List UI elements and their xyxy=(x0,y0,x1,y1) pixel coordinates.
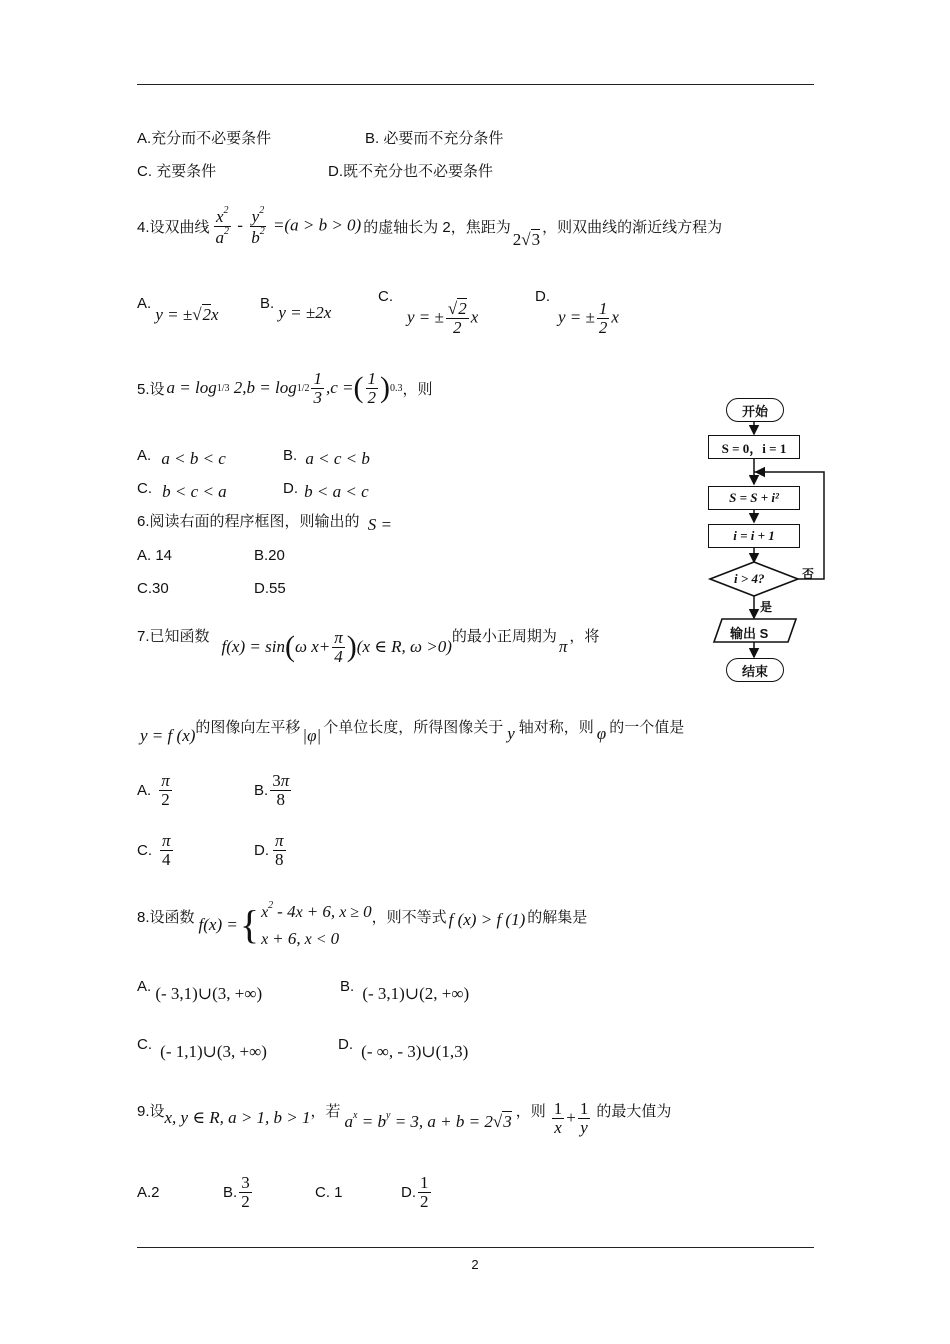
q8-piecewise-formula: f ( x ) = { $x^2 - 4x + 6$, x ≥ 0 x + 6, x < 0 xyxy=(198,900,372,948)
q5-option-b-formula: a < c < b xyxy=(305,449,370,468)
bottom-rule xyxy=(137,1247,814,1248)
q4-prefix: 4.设双曲线 xyxy=(137,218,210,236)
q9-option-b xyxy=(223,1174,254,1211)
q7-option-d xyxy=(254,832,288,869)
q6-option-a: A. 14 xyxy=(137,547,173,564)
q4-option-d-label: D. xyxy=(535,288,550,305)
q4-option-a-formula: y = ±√2x xyxy=(155,305,219,324)
q5-option-b xyxy=(283,445,370,468)
q5-option-c-label: C. xyxy=(137,480,152,497)
q4-mid: 的虚轴长为 2，焦距为 xyxy=(363,218,511,236)
flowchart-yes-label: 是 xyxy=(760,600,773,614)
q8-suffix: 的解集是 xyxy=(527,909,588,926)
flowchart-update-i: i = i + 1 xyxy=(708,524,800,548)
q9-option-d xyxy=(401,1174,433,1211)
q6-option-b: B.20 xyxy=(254,547,285,564)
q8-inequality: f (x) > f (1) xyxy=(448,910,526,929)
q9-option-b-label: B. xyxy=(223,1183,238,1201)
q7-option-a-label: A. xyxy=(137,781,152,799)
flowchart-update-s: S = S + i² xyxy=(708,486,800,510)
q5-prefix: 5.设 xyxy=(137,380,165,398)
q5-option-a-formula: a < b < c xyxy=(161,449,226,468)
q7-option-d-frac: $\frac{\pi}{8}$ xyxy=(275,831,284,869)
q4-option-b xyxy=(260,293,332,322)
q9-option-d-frac: $\frac{1}{2}$ xyxy=(420,1173,429,1211)
q9-mid: ，若 xyxy=(310,1103,341,1120)
q9-stem xyxy=(137,1100,671,1137)
q4-option-c-label: C. xyxy=(378,288,393,305)
q3-option-b: B. 必要而不充分条件 xyxy=(365,130,504,147)
q6-stem xyxy=(137,510,392,534)
q7-option-c xyxy=(137,832,175,869)
q7-phi: φ xyxy=(596,724,607,743)
q4-focal-length: 2√3 xyxy=(512,230,541,250)
flowchart-no-label: 否 xyxy=(802,567,815,581)
q8-option-d xyxy=(338,1034,469,1061)
q9-option-a: A.2 xyxy=(137,1184,160,1201)
q5-option-c-formula: b < c < a xyxy=(162,482,227,501)
q4-option-b-label: B. xyxy=(260,295,275,312)
q7-line2-d: 的一个值是 xyxy=(609,719,685,736)
q7-mid: 的最小正周期为 xyxy=(451,628,557,645)
q7-option-b xyxy=(254,772,293,809)
q3-option-d: D.既不充分也不必要条件 xyxy=(328,163,494,180)
q9-mid2: ，则 xyxy=(515,1103,546,1120)
q6-option-c: C.30 xyxy=(137,580,169,597)
q5-option-a xyxy=(137,445,226,468)
q9-condition: $a^x = b^y = 3$, a + b = 2√3 xyxy=(344,1110,512,1131)
q4-option-c-formula: y = ± $\frac{√2}{2}$ x xyxy=(407,299,479,337)
flowchart-end: 结束 xyxy=(726,658,784,682)
q8-option-c-label: C. xyxy=(137,1036,152,1053)
flowchart-condition: i > 4? xyxy=(734,571,765,586)
q5-option-d-label: D. xyxy=(283,480,298,497)
q6-output-variable: S = xyxy=(367,515,392,534)
q5-option-a-label: A. xyxy=(137,447,152,464)
q7-mid2: ，将 xyxy=(569,628,600,645)
q7-option-d-label: D. xyxy=(254,841,269,859)
q4-option-a-label: A. xyxy=(137,295,152,312)
q8-option-b-formula: (- 3,1)∪(2, +∞) xyxy=(362,984,470,1003)
q8-option-a-label: A. xyxy=(137,978,152,995)
q5-option-d-formula: b < a < c xyxy=(304,482,369,501)
q7-phi-abs: |φ| xyxy=(302,726,322,745)
q7-option-a xyxy=(137,772,174,809)
q7-line2-a: 的图像向左平移 xyxy=(195,719,301,736)
q5-formula: a = log 1/3 2, b = log 1/2 $\frac{1}{3}$ , c = ( $\frac{1}{2}$ ) 0.3 xyxy=(166,369,403,407)
q7-stem xyxy=(137,625,599,666)
flowchart-output: 输出 S xyxy=(730,626,769,641)
q9-suffix: 的最大值为 xyxy=(596,1103,672,1120)
q8-option-d-formula: (- ∞, - 3)∪(1,3) xyxy=(361,1042,469,1061)
q8-option-b xyxy=(340,976,470,1003)
q9-expression: $\frac{1}{x}$ + $\frac{1}{y}$ xyxy=(553,1099,589,1137)
q9-domain: x, y ∈ R, a > 1, b > 1 xyxy=(164,1108,311,1127)
q7-prefix: 7.已知函数 xyxy=(137,628,210,645)
q5-option-b-label: B. xyxy=(283,447,298,464)
q5-option-c xyxy=(137,478,227,501)
q7-line2 xyxy=(140,716,684,746)
top-rule xyxy=(137,84,814,85)
q4-suffix: ，则双曲线的渐近线方程为 xyxy=(542,218,723,236)
q7-line2-b: 个单位长度，所得图像关于 xyxy=(323,719,504,736)
q4-option-d xyxy=(535,288,619,337)
q8-option-a-formula: (- 3,1)∪(3, +∞) xyxy=(155,984,263,1003)
q9-option-d-label: D. xyxy=(401,1183,416,1201)
q7-option-b-frac: $\frac{3\pi}{8}$ xyxy=(272,771,290,809)
q8-option-a xyxy=(137,976,263,1003)
q8-option-d-label: D. xyxy=(338,1036,353,1053)
q8-prefix: 8.设函数 xyxy=(137,909,195,926)
q3-option-c: C. 充要条件 xyxy=(137,163,217,180)
q5-stem xyxy=(137,370,433,407)
q6-stem-text: 6.阅读右面的程序框图，则输出的 xyxy=(137,513,360,530)
q9-option-c: C. 1 xyxy=(315,1184,343,1201)
q7-y-eq-fx: y = f (x) xyxy=(140,726,196,745)
q8-mid: ，则不等式 xyxy=(371,909,447,926)
flowchart-start: 开始 xyxy=(726,398,784,422)
q7-option-c-frac: $\frac{\pi}{4}$ xyxy=(162,831,171,869)
q8-option-c-formula: (- 1,1)∪(3, +∞) xyxy=(160,1042,267,1061)
q3-option-a: A.充分而不必要条件 xyxy=(137,130,272,147)
q7-line2-c: 轴对称，则 xyxy=(518,719,594,736)
q5-suffix: ，则 xyxy=(402,380,433,398)
q7-option-a-frac: $\frac{\pi}{2}$ xyxy=(161,771,170,809)
q7-function-formula: f ( x ) = sin ( ω x + $\frac{\pi}{4}$ ) ( x ∈ R, ω > 0) xyxy=(221,628,452,666)
q7-y-axis: y xyxy=(507,724,515,743)
q8-option-b-label: B. xyxy=(340,978,355,995)
q8-stem xyxy=(137,898,587,953)
q5-option-d xyxy=(283,478,369,501)
page-number: 2 xyxy=(471,1257,479,1272)
q9-prefix: 9.设 xyxy=(137,1103,165,1120)
q6-option-d: D.55 xyxy=(254,580,286,597)
q7-option-b-label: B. xyxy=(254,781,269,799)
q4-hyperbola-formula: $\frac{x^2}{a^2}$ - $\frac{y^2}{b^2}$ =(a > b > 0) xyxy=(215,205,362,247)
q7-period: π xyxy=(558,637,568,656)
q7-option-c-label: C. xyxy=(137,841,152,859)
flowchart-init: S = 0，i = 1 xyxy=(708,435,800,459)
q4-option-c xyxy=(378,288,478,337)
q8-option-c xyxy=(137,1034,267,1061)
flowchart xyxy=(700,390,840,690)
q4-option-d-formula: y = ± $\frac{1}{2}$ x xyxy=(558,299,619,337)
q4-option-b-formula: y = ±2x xyxy=(278,303,332,322)
q9-option-b-frac: $\frac{3}{2}$ xyxy=(241,1173,250,1211)
q4-stem xyxy=(137,205,723,250)
q4-option-a xyxy=(137,293,219,324)
